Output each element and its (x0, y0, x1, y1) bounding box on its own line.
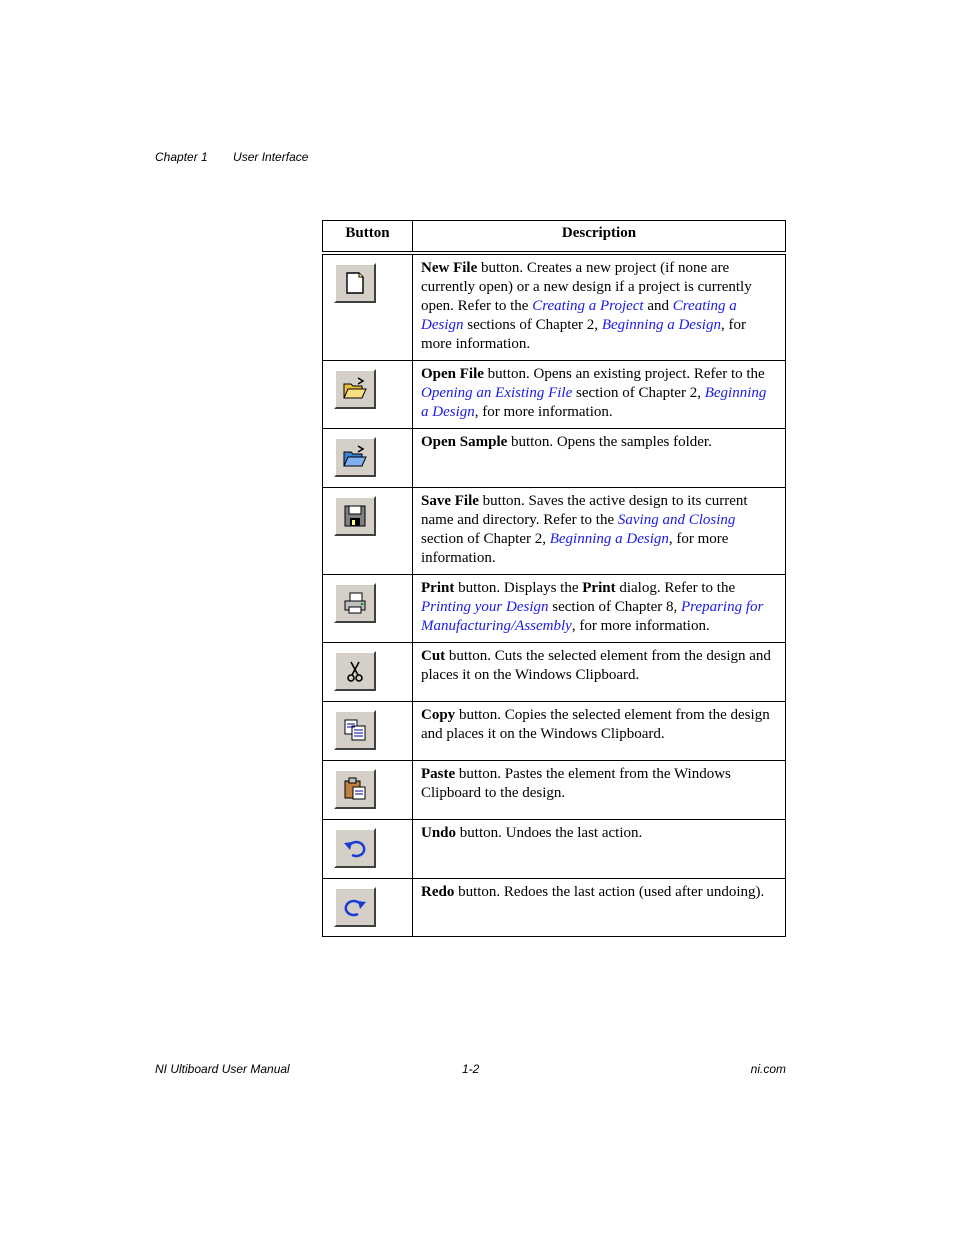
cross-reference-link[interactable]: Creating a Project (532, 298, 644, 314)
table-row (323, 488, 786, 575)
description-cell (413, 429, 786, 488)
description-text: button. Copies the selected element from the design and places it on the Windows Clipboard. (421, 707, 770, 742)
description-text: button. Creates a new project (if none are currently open) or a new design if a project is currently open. Refer to the (421, 260, 752, 314)
description-text: button. Displays the (454, 580, 583, 596)
open-sample-button (334, 437, 376, 477)
description-text: button. Opens an existing project. Refer to the (483, 366, 765, 382)
button-cell (323, 488, 413, 575)
description-cell (413, 761, 786, 820)
description-text: section of Chapter 2, (572, 385, 705, 401)
button-name: Paste (421, 766, 456, 782)
paste-button (334, 769, 376, 809)
cross-reference-link[interactable]: Beginning a Design (421, 385, 767, 420)
button-cell (323, 575, 413, 643)
footer-manual-title: NI Ultiboard User Manual (155, 1062, 290, 1076)
button-name: Undo (421, 825, 457, 841)
cross-reference-link[interactable]: Saving and Closing (617, 512, 736, 528)
open-file-icon (342, 376, 368, 402)
cut-button (334, 651, 376, 691)
button-cell (323, 879, 413, 937)
description-text: , for more information. (474, 404, 613, 420)
table-row (323, 575, 786, 643)
page-header (155, 150, 330, 164)
button-name: Copy (421, 707, 456, 723)
button-column-header: Button (323, 221, 413, 254)
button-name: Open Sample (421, 434, 508, 450)
print-button (334, 583, 376, 623)
new-file-button (334, 263, 376, 303)
undo-button (334, 828, 376, 868)
description-text: button. Saves the active design to its current name and directory. Refer to the (421, 493, 748, 528)
copy-button (334, 710, 376, 750)
button-name: Open File (421, 366, 484, 382)
description-text: section of Chapter 8, (548, 599, 681, 615)
paste-icon (342, 776, 368, 802)
button-cell (323, 761, 413, 820)
print-icon (342, 590, 368, 616)
table-row (323, 253, 786, 361)
description-text: , for more information. (421, 531, 729, 566)
description-text: , for more information. (421, 317, 746, 352)
open-sample-icon (342, 444, 368, 470)
button-cell (323, 820, 413, 879)
table-header-row (323, 221, 786, 254)
table-row (323, 761, 786, 820)
description-cell (413, 820, 786, 879)
button-cell (323, 361, 413, 429)
cut-icon (342, 658, 368, 684)
new-file-icon (342, 270, 368, 296)
table-row (323, 879, 786, 937)
undo-icon (342, 835, 368, 861)
table-row (323, 361, 786, 429)
footer-website: ni.com (750, 1062, 786, 1076)
footer-page-number: 1-2 (462, 1062, 480, 1076)
dialog-name: Print (582, 580, 616, 596)
description-text: button. Redoes the last action (used after undoing). (454, 884, 765, 900)
save-file-icon (342, 503, 368, 529)
description-cell (413, 361, 786, 429)
open-file-button (334, 369, 376, 409)
description-text: button. Cuts the selected element from the design and places it on the Windows Clipboard. (421, 648, 771, 683)
table-row (323, 820, 786, 879)
description-text: and (643, 298, 673, 314)
description-cell (413, 643, 786, 702)
button-cell (323, 702, 413, 761)
description-text: button. Undoes the last action. (456, 825, 643, 841)
description-cell (413, 575, 786, 643)
redo-icon (342, 894, 368, 920)
table-row (323, 702, 786, 761)
chapter-label: Chapter 1 (155, 150, 208, 164)
button-cell (323, 253, 413, 361)
cross-reference-link[interactable]: Printing your Design (421, 599, 549, 615)
description-text: dialog. Refer to the (615, 580, 736, 596)
cross-reference-link[interactable]: Beginning a Design (601, 317, 721, 333)
button-name: New File (421, 260, 478, 276)
button-cell (323, 643, 413, 702)
cross-reference-link[interactable]: Preparing for Manufacturing/Assembly (421, 599, 764, 634)
table-row (323, 429, 786, 488)
table-row (323, 643, 786, 702)
toolbar-buttons-table (322, 220, 786, 937)
cross-reference-link[interactable]: Opening an Existing File (421, 385, 573, 401)
section-label: User Interface (233, 150, 309, 164)
redo-button (334, 887, 376, 927)
description-text: section of Chapter 2, (421, 531, 550, 547)
copy-icon (342, 717, 368, 743)
description-text: button. Opens the samples folder. (507, 434, 712, 450)
description-text: button. Pastes the element from the Windows Clipboard to the design. (421, 766, 731, 801)
description-text: sections of Chapter 2, (463, 317, 602, 333)
description-cell (413, 702, 786, 761)
description-cell (413, 253, 786, 361)
description-cell (413, 488, 786, 575)
button-name: Save File (421, 493, 479, 509)
button-cell (323, 429, 413, 488)
button-name: Print (421, 580, 455, 596)
description-column-header: Description (413, 221, 786, 254)
description-cell (413, 879, 786, 937)
description-text: , for more information. (571, 618, 710, 634)
save-file-button (334, 496, 376, 536)
button-name: Redo (421, 884, 455, 900)
cross-reference-link[interactable]: Creating a Design (421, 298, 737, 333)
cross-reference-link[interactable]: Beginning a Design (549, 531, 669, 547)
button-name: Cut (421, 648, 446, 664)
